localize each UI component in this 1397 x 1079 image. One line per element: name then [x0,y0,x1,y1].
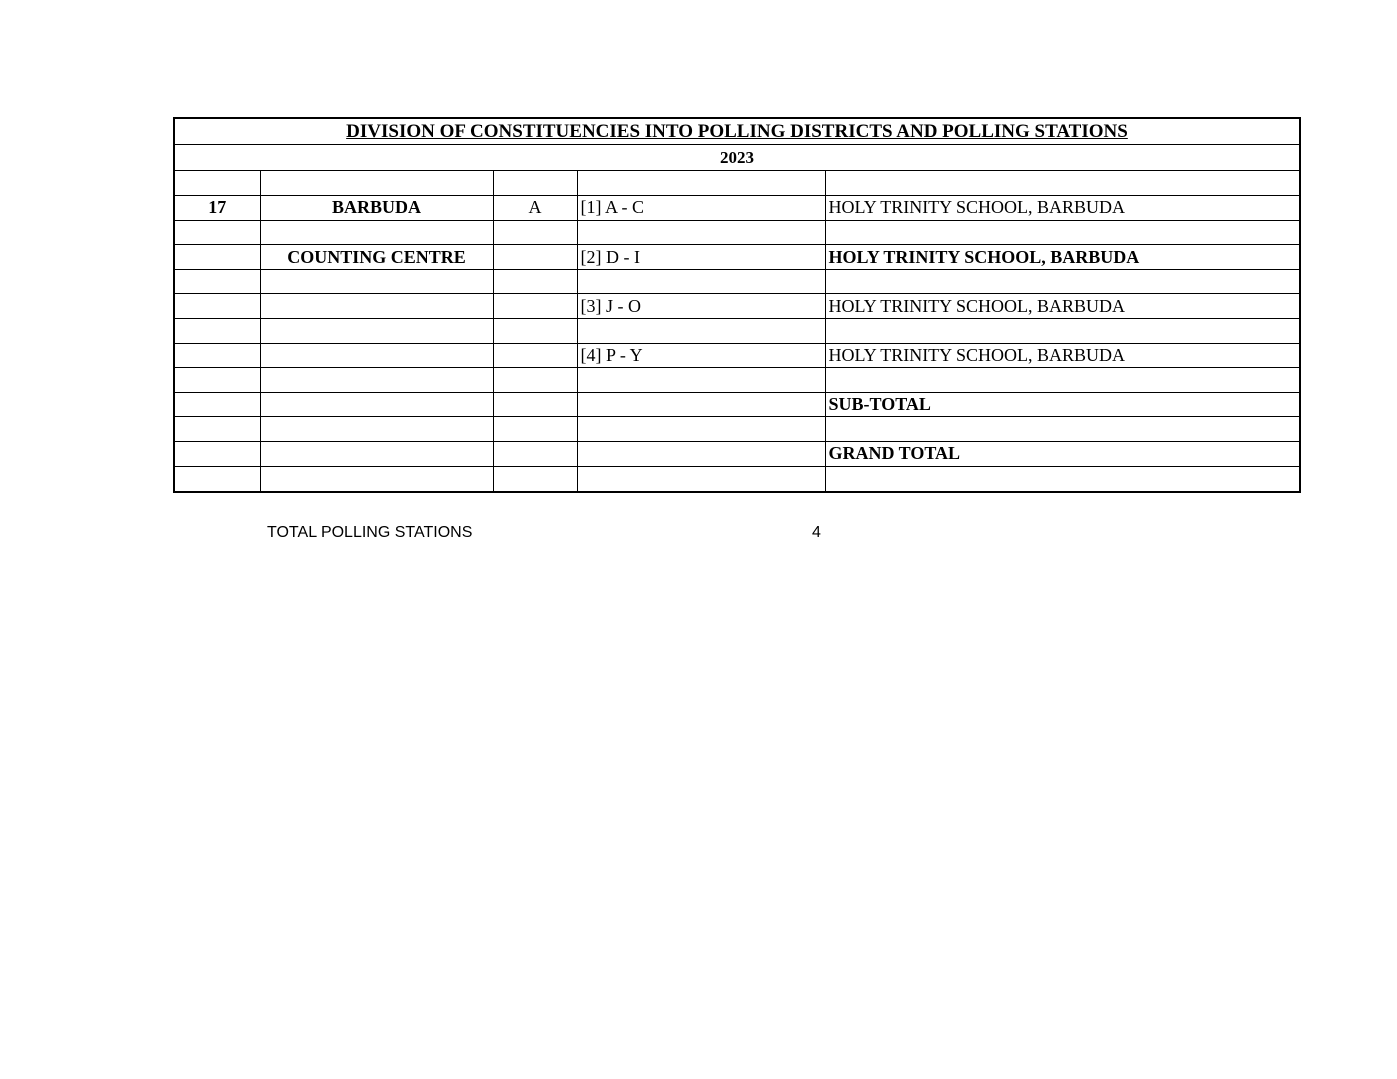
table-row [175,245,1299,270]
table-row [175,220,1299,245]
counting-centre-location: HOLY TRINITY SCHOOL, BARBUDA [825,245,1299,270]
table-row [175,368,1299,393]
counting-centre-label: COUNTING CENTRE [260,245,493,270]
station-range: [4] P - Y [577,343,825,368]
document-title: DIVISION OF CONSTITUENCIES INTO POLLING DISTRICTS AND POLLING STATIONS [175,119,1299,145]
station-location: HOLY TRINITY SCHOOL, BARBUDA [825,294,1299,319]
table-row [175,442,1299,467]
table-row [175,417,1299,442]
polling-district: A [493,196,577,221]
table-row [175,294,1299,319]
station-range: [2] D - I [577,245,825,270]
constituency-number: 17 [175,196,260,221]
table-row [175,343,1299,368]
document-year: 2023 [175,145,1299,171]
station-range: [1] A - C [577,196,825,221]
table-row [175,392,1299,417]
grand-total-label: GRAND TOTAL [825,442,1299,467]
station-range: [3] J - O [577,294,825,319]
polling-stations-table [175,171,1299,491]
subtotal-label: SUB-TOTAL [825,392,1299,417]
table-row [175,319,1299,344]
table-row [175,466,1299,491]
polling-table-sheet [173,117,1301,493]
table-row [175,171,1299,196]
total-polling-stations-label: TOTAL POLLING STATIONS [267,524,473,541]
table-row [175,269,1299,294]
constituency-name: BARBUDA [260,196,493,221]
total-polling-stations-value: 4 [812,524,821,541]
table-row [175,196,1299,221]
station-location: HOLY TRINITY SCHOOL, BARBUDA [825,196,1299,221]
station-location: HOLY TRINITY SCHOOL, BARBUDA [825,343,1299,368]
